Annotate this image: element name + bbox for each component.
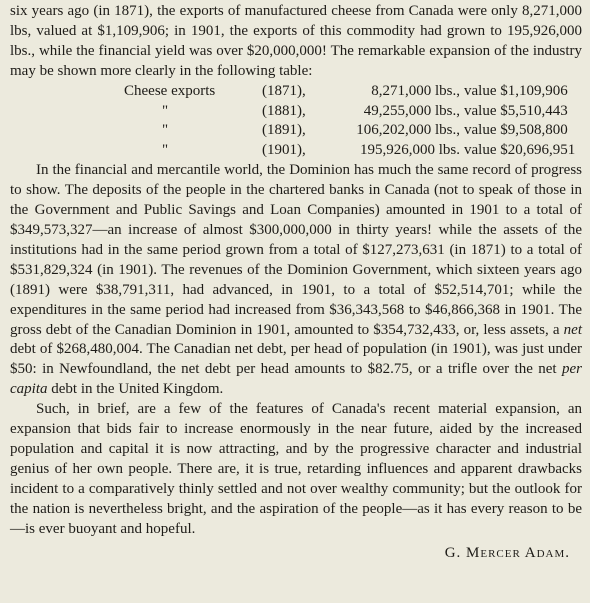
row-value: value $9,508,800 xyxy=(464,122,568,139)
cheese-exports-table xyxy=(124,82,582,162)
row-quantity: 49,255,000 lbs., xyxy=(363,102,460,119)
row-year: (1871), xyxy=(262,82,306,99)
row-label-ditto: " xyxy=(162,142,169,159)
per-capita-emphasis: per capita xyxy=(10,361,583,398)
row-quantity: 8,271,000 lbs., xyxy=(371,82,460,99)
row-year: (1891), xyxy=(262,122,306,139)
table-row xyxy=(124,82,582,102)
conclusion-paragraph: Such, in brief, are a few of the features of Canada's recent material expansion, an expansion that bids fair to increase enormously in the near future, aided by the increased population and capital it is now attracting, and by the progressive character and industrial genius of her own people. There are, it is true, retarding influences and apparent drawbacks incident to a comparatively thinly settled and not over wealthy community; but the outlook for the nation is nevertheless bright, and the aspiration of the people—as it has every reason to be—is ever buoyant and hopeful. xyxy=(10,401,582,537)
row-value: value $1,109,906 xyxy=(464,82,568,99)
row-quantity: 106,202,000 lbs., xyxy=(356,122,460,139)
net-emphasis: net xyxy=(563,321,582,338)
finance-text-part2: debt of $268,480,004. The Canadian net debt, per head of population (in 1901), was just under $50: in Newfoundland, the net debt per head amounts to $82.75, or a trifle over the net xyxy=(10,341,582,378)
row-label-ditto: " xyxy=(162,122,169,139)
row-year: (1901), xyxy=(262,142,306,159)
finance-text-part1: In the financial and mercantile world, the Dominion has much the same record of progress to show. The deposits of the people in the chartered banks in Canada (not to speak of those in the Government and Public Savings and Loan Companies) amounted in 1901 to a total of $349,573,327—an increase of almost $300,000,000 in thirty years! while the assets of the institutions had in the same period grown from a total of $127,273,631 (in 1871) to a total of $531,829,324 (in 1901). The revenues of the Dominion Government, which sixteen years ago (1891) were $38,791,311, had advanced, in 1901, to a total of $52,514,701; while the expenditures in the same period had increased from $36,343,568 to $46,866,368 in 1901. The gross debt of the Canadian Dominion in 1901, amounted to $354,732,433, or, less assets, a xyxy=(10,162,582,338)
row-value: value $5,510,443 xyxy=(464,102,568,119)
row-value: value $20,696,951 xyxy=(464,142,576,159)
row-year: (1881), xyxy=(262,102,306,119)
finance-paragraph xyxy=(10,161,582,400)
row-label: Cheese exports xyxy=(124,82,216,99)
author-name: G. Mercer Adam. xyxy=(444,545,570,562)
row-quantity: 195,926,000 lbs. xyxy=(359,142,460,159)
table-row xyxy=(124,102,582,122)
author-signature xyxy=(10,545,570,562)
row-label-ditto: " xyxy=(162,102,169,119)
table-row xyxy=(124,121,582,141)
finance-text-part3: debt in the United Kingdom. xyxy=(51,381,224,398)
table-row xyxy=(124,141,582,161)
intro-paragraph: six years ago (in 1871), the exports of manufactured cheese from Canada were only 8,271,000 lbs, valued at $1,109,906; in 1901, the exports of this commodity had grown to 195,926,000 lbs., while the financial yield was over $20,000,000! The remarkable expansion of the industry may be shown more clearly in the following table: xyxy=(10,3,582,79)
